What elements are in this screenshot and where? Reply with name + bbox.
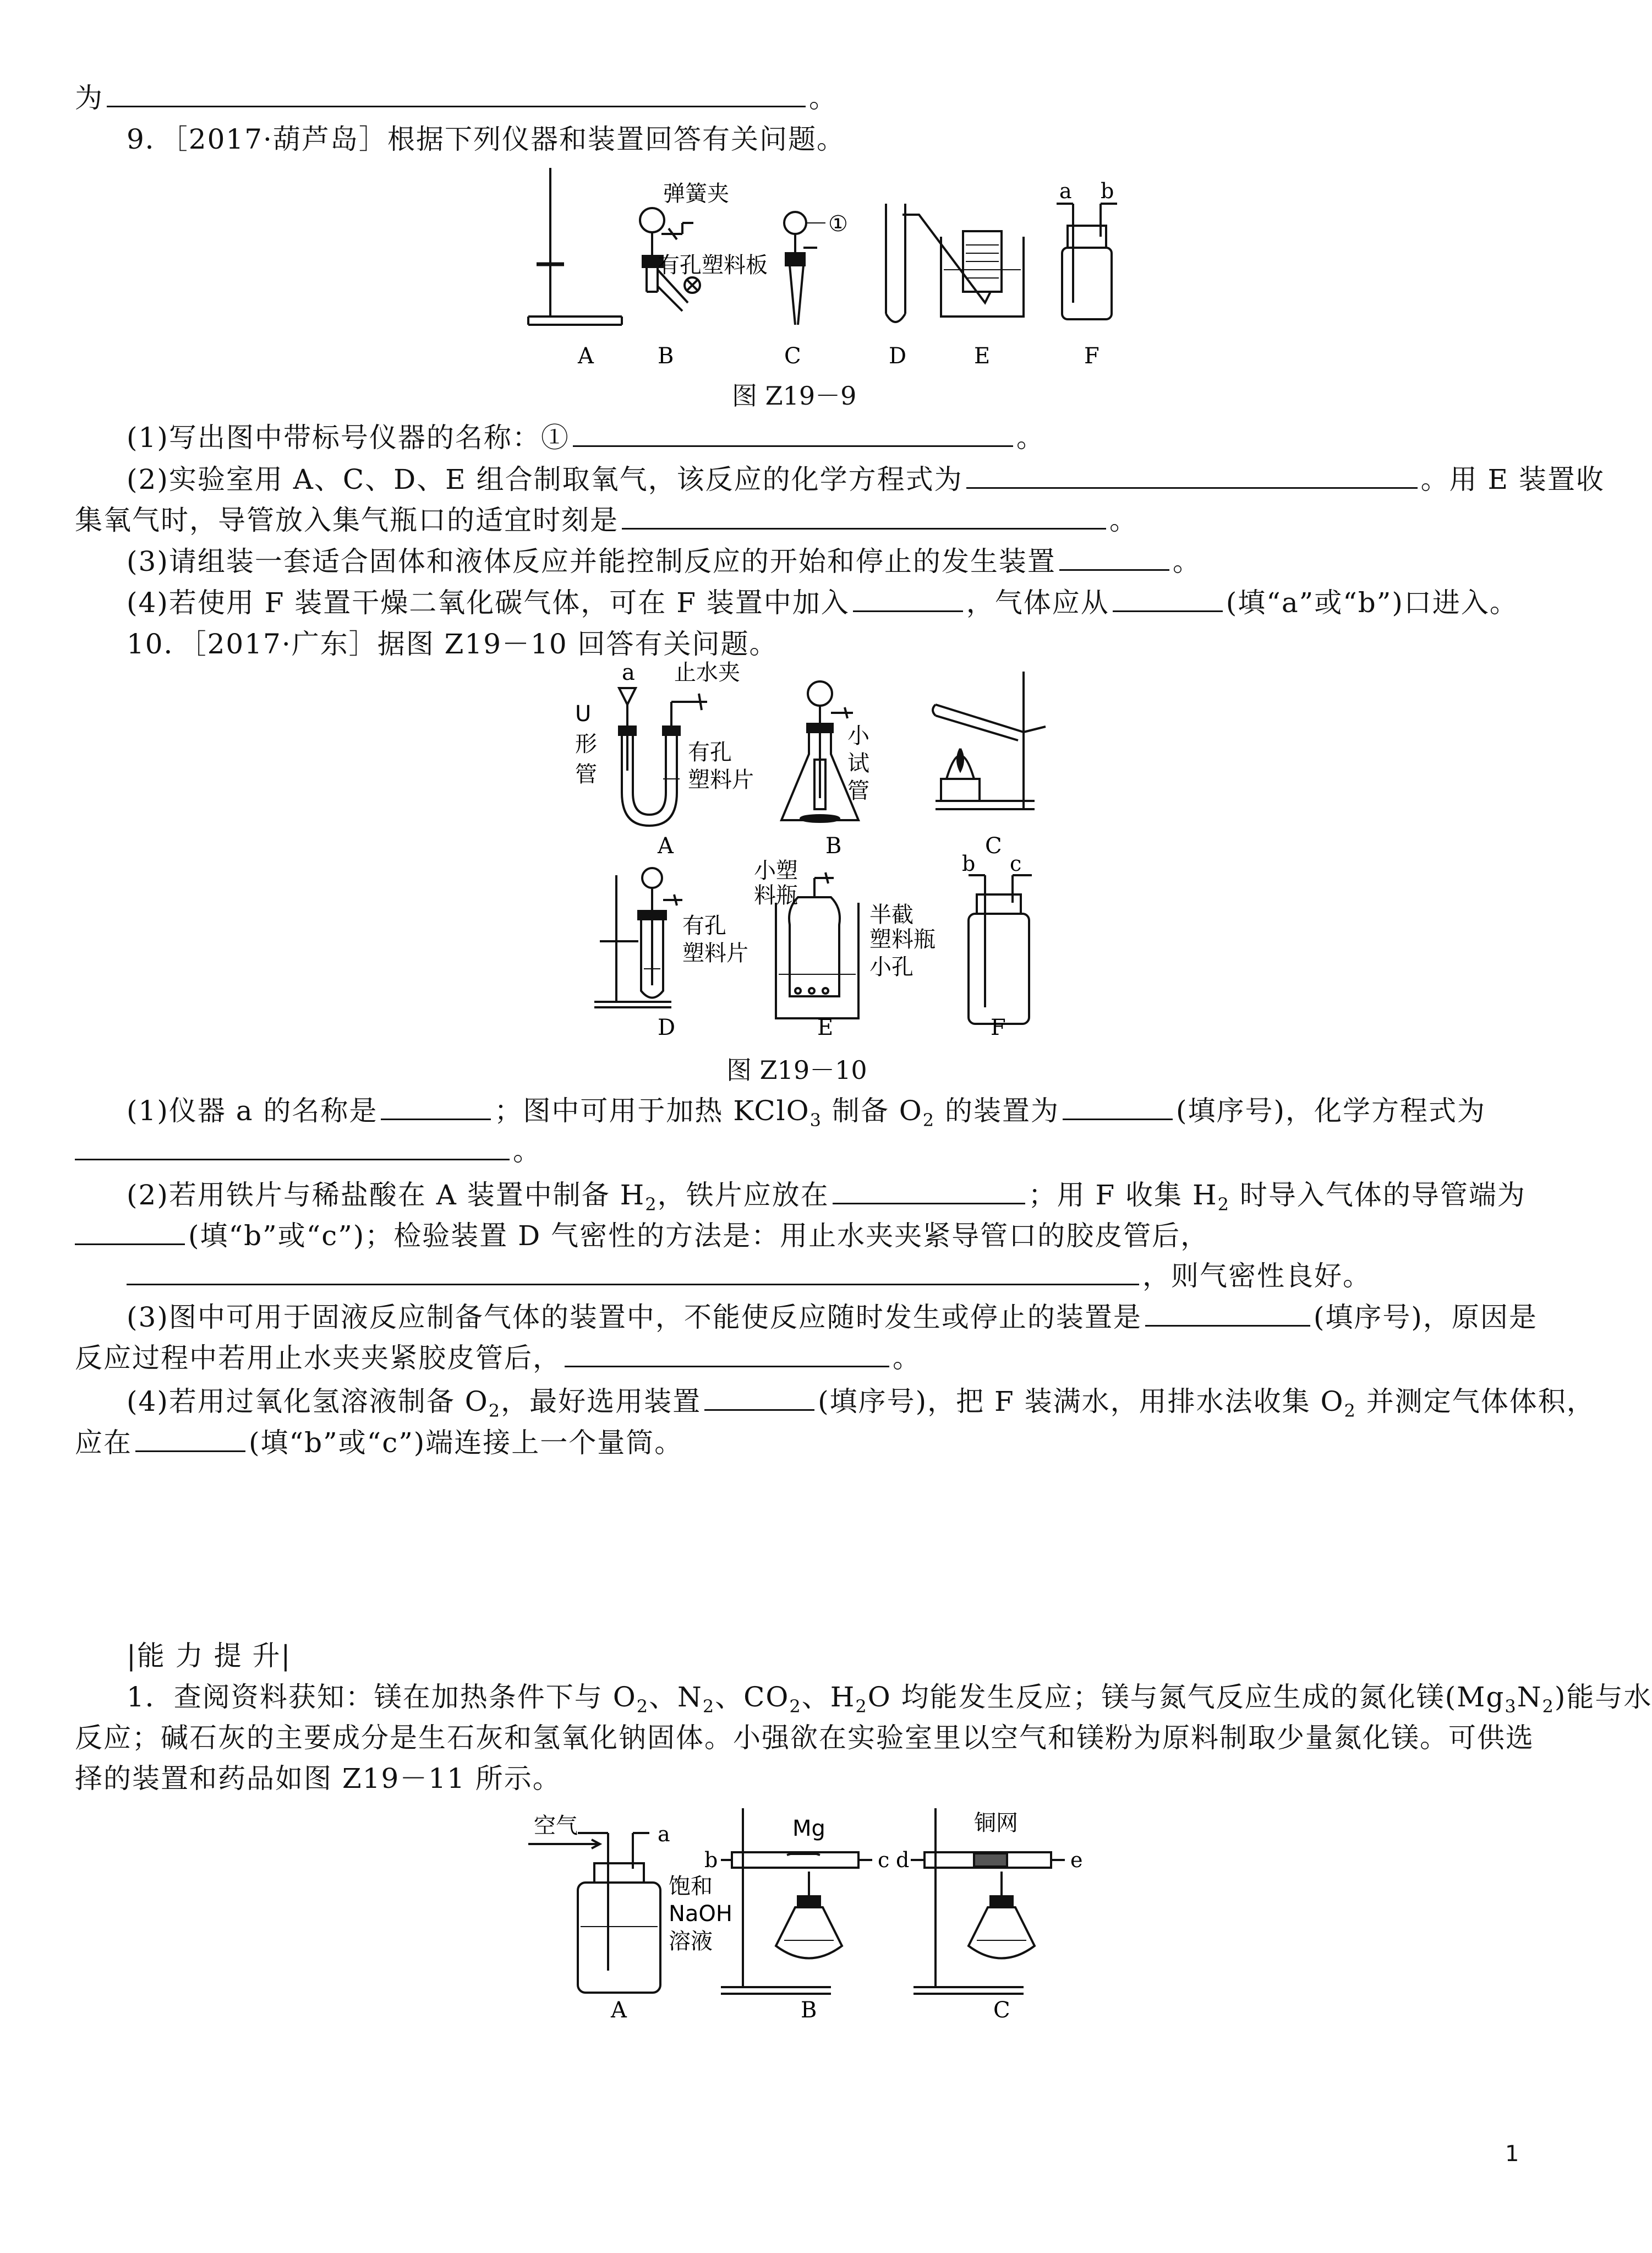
q10-s4a-t2: ，最好选用装置: [501, 1385, 702, 1417]
figure-z19-10-top: [550, 661, 1057, 859]
label-B: B: [825, 833, 842, 859]
q10-s2c-end: ，则气密性良好。: [1142, 1260, 1371, 1292]
label-c: c: [1010, 852, 1022, 876]
label-small-bottle-1: 小塑: [754, 858, 798, 883]
q9-s1: [127, 419, 1045, 456]
label-port-b: b: [1101, 179, 1114, 203]
apparatus-diagram-10-bottom: [572, 852, 1057, 1040]
q9-s3-text: (3)请组装一套适合固体和液体反应并能控制反应的开始和停止的发生装置: [127, 545, 1056, 577]
answer-blank[interactable]: [565, 1340, 889, 1367]
q10-s4a-t3: (填序号)，把 F 装满水，用排水法收集 O: [818, 1385, 1344, 1417]
q10-s1a-t3: 制备 O: [822, 1095, 923, 1127]
sub: 2: [789, 1696, 802, 1717]
q9-s2b: [75, 502, 1138, 538]
label-porous-plate-1: 有孔: [688, 740, 732, 765]
label-small-bottle-2: 料瓶: [754, 883, 798, 908]
q10-s1a: [127, 1093, 1486, 1138]
q10-s1b: [75, 1133, 541, 1169]
q10-s2b-t1: (填“b”或“c”)；检验装置 D 气密性的方法是：用止水夹夹紧导管口的胶皮管后，: [188, 1220, 1210, 1252]
sub: 2: [702, 1696, 715, 1717]
label-port-a: a: [1059, 179, 1072, 203]
label-C: C: [993, 1998, 1010, 2023]
answer-blank[interactable]: [1113, 585, 1223, 612]
q10-s3b-t1: 反应过程中若用止水夹夹紧胶皮管后，: [75, 1342, 561, 1374]
caption-z19-10: 图 Z19－10: [726, 1055, 867, 1085]
apparatus-diagram-10-top: [550, 661, 1057, 859]
q9-s2b-text: 集氧气时，导管放入集气瓶口的适宜时刻是: [75, 504, 619, 536]
ability-q1c: 择的装置和药品如图 Z19－11 所示。: [75, 1763, 561, 1794]
q10-s2a-t2: ，铁片应放在: [657, 1179, 829, 1211]
q10-s2a-t3: ；用 F 收集 H: [1028, 1179, 1218, 1211]
label-xing: 形: [575, 732, 597, 757]
answer-blank[interactable]: [1063, 1093, 1173, 1120]
q10-s4a: [127, 1383, 1595, 1429]
label-naoh-1: 饱和: [669, 1874, 713, 1899]
label-porous-plate-d1: 有孔: [682, 913, 726, 939]
q9-s1-text: (1)写出图中带标号仪器的名称：①: [127, 422, 570, 454]
label-B: B: [801, 1998, 817, 2023]
t: 、H: [801, 1681, 856, 1713]
label-C: C: [784, 343, 801, 369]
q10-s2b: [75, 1218, 1209, 1254]
label-E: E: [817, 1015, 834, 1040]
ability-q1a: [127, 1679, 1652, 1725]
answer-blank[interactable]: [107, 80, 806, 107]
figure-z19-10-bottom: [572, 852, 1057, 1040]
sub: 2: [1344, 1400, 1356, 1421]
label-half-bottle-2: 塑料瓶: [869, 927, 936, 952]
label-copper-mesh: 铜网: [974, 1810, 1018, 1836]
label-porous-plate-d2: 塑料片: [682, 941, 748, 966]
sub: 3: [809, 1110, 822, 1131]
answer-blank[interactable]: [127, 1258, 1139, 1285]
answer-blank[interactable]: [966, 462, 1418, 489]
q9-s4-text: (4)若使用 F 装置干燥二氧化碳气体，可在 F 装置中加入: [127, 587, 850, 619]
answer-blank[interactable]: [1145, 1300, 1310, 1327]
label-a: a: [622, 660, 635, 685]
label-mg: Mg: [792, 1816, 825, 1841]
label-small-2: 试: [847, 751, 869, 776]
apparatus-diagram-11: [523, 1800, 1150, 2023]
label-naoh-2: NaOH: [669, 1901, 732, 1927]
sub: 2: [922, 1110, 936, 1131]
t: N: [1517, 1681, 1542, 1713]
label-D: D: [658, 1015, 676, 1040]
answer-blank[interactable]: [622, 503, 1106, 530]
label-port-d: d: [896, 1848, 910, 1872]
t: 、N: [649, 1681, 703, 1713]
label-spring-clip: 弹簧夹: [663, 181, 729, 206]
q10-s4a-t4: 并测定气体体积，: [1356, 1385, 1595, 1417]
q10-s3b: [75, 1340, 921, 1376]
answer-blank[interactable]: [573, 420, 1013, 447]
q10-s3a-t2: (填序号)，原因是: [1313, 1301, 1538, 1333]
q10-s3a-t1: (3)图中可用于固液反应制备气体的装置中，不能使反应随时发生或停止的装置是: [127, 1301, 1142, 1333]
label-port-c: c: [878, 1848, 890, 1872]
q10-s2a-t1: (2)若用铁片与稀盐酸在 A 装置中制备 H: [127, 1179, 646, 1211]
answer-blank[interactable]: [135, 1425, 245, 1452]
q10-s1a-t2: ；图中可用于加热 KClO: [494, 1095, 810, 1127]
answer-blank[interactable]: [381, 1093, 491, 1120]
q10-s2c: [127, 1258, 1371, 1294]
label-port-b: b: [704, 1848, 718, 1872]
q9-s2a: [127, 461, 1605, 498]
sub: 2: [488, 1400, 501, 1421]
label-stop-clip: 止水夹: [674, 660, 740, 685]
label-F: F: [1084, 343, 1099, 369]
figure-z19-11: [523, 1800, 1150, 2023]
prev-question-tail: [75, 80, 838, 116]
ability-q1b: 反应；碱石灰的主要成分是生石灰和氢氧化钠固体。小强欲在实验室里以空气和镁粉为原料制取少量氮化镁。可供选: [75, 1722, 1534, 1754]
figure-z19-9: [517, 160, 1139, 380]
label-air: 空气: [534, 1813, 578, 1839]
label-guan: 管: [575, 762, 597, 787]
q9-s4-mid: ，气体应从: [966, 587, 1109, 619]
q10-s3a: [127, 1299, 1538, 1335]
q10-s3b-end: 。: [893, 1342, 921, 1374]
label-porous-board: 有孔塑料板: [658, 253, 768, 278]
apparatus-diagram-9: [517, 160, 1139, 380]
q10-s1a-t4: 的装置为: [935, 1095, 1059, 1127]
answer-blank[interactable]: [704, 1384, 814, 1411]
t: 、CO: [715, 1681, 790, 1713]
q9-s4: [127, 585, 1518, 621]
label-port-e: e: [1070, 1848, 1083, 1872]
sub: 2: [645, 1194, 658, 1215]
q10-s1a-t1: (1)仪器 a 的名称是: [127, 1095, 378, 1127]
sub: 2: [636, 1696, 649, 1717]
sub: 2: [1542, 1696, 1555, 1717]
label-b: b: [962, 852, 976, 876]
text-suffix: 。: [809, 82, 838, 114]
label-small-hole: 小孔: [869, 954, 913, 980]
label-A: A: [611, 1998, 627, 2023]
q10-title: 10．［2017·广东］据图 Z19－10 回答有关问题。: [127, 628, 778, 660]
label-small-1: 小: [847, 723, 869, 749]
label-A: A: [578, 343, 594, 369]
q9-s4-end: (填“a”或“b”)口进入。: [1226, 587, 1518, 619]
label-E: E: [974, 343, 991, 369]
label-C: C: [985, 833, 1002, 859]
t: 1．查阅资料获知：镁在加热条件下与 O: [127, 1681, 637, 1713]
q10-s1a-t5: (填序号)，化学方程式为: [1175, 1095, 1486, 1127]
q10-s4a-t1: (4)若用过氧化氢溶液制备 O: [127, 1385, 489, 1417]
q10-s4b: [75, 1425, 683, 1461]
section-heading-ability: |能 力 提 升|: [127, 1640, 292, 1672]
q10-s2a: [127, 1177, 1526, 1223]
label-B: B: [658, 343, 674, 369]
q9-s1-end: 。: [1016, 422, 1045, 454]
label-small-3: 管: [847, 778, 869, 804]
label-u: U: [575, 701, 592, 727]
answer-blank[interactable]: [833, 1177, 1025, 1204]
q9-title: 9．［2017·葫芦岛］根据下列仪器和装置回答有关问题。: [127, 123, 845, 155]
t: O 均能发生反应；镁与氮气反应生成的氮化镁(Mg: [867, 1681, 1505, 1713]
label-port-a: a: [658, 1822, 670, 1846]
label-naoh-3: 溶液: [669, 1929, 713, 1954]
label-A: A: [658, 833, 674, 859]
caption-z19-9: 图 Z19－9: [732, 381, 857, 411]
label-D: D: [889, 343, 907, 369]
q9-s3: [127, 543, 1201, 580]
answer-blank[interactable]: [1059, 544, 1169, 571]
q9-s2a-end: 。用 E 装置收: [1420, 463, 1605, 495]
page-number: 1: [1505, 2141, 1520, 2167]
q10-s4b-t2: (填“b”或“c”)端连接上一个量筒。: [249, 1427, 683, 1459]
answer-blank[interactable]: [75, 1133, 510, 1160]
answer-blank[interactable]: [853, 585, 963, 612]
q10-s4b-t1: 应在: [75, 1427, 132, 1459]
text-prefix: 为: [75, 82, 103, 114]
q9-s2b-end: 。: [1109, 504, 1138, 536]
sub: 3: [1505, 1696, 1517, 1717]
q10-s1b-end: 。: [513, 1135, 541, 1167]
sub: 2: [855, 1696, 868, 1717]
label-porous-plate-2: 塑料片: [688, 767, 754, 793]
q9-s3-end: 。: [1172, 545, 1201, 577]
t: )能与水: [1554, 1681, 1652, 1713]
label-circle-1: ①: [828, 211, 848, 237]
sub: 2: [1217, 1194, 1230, 1215]
q9-s2a-text: (2)实验室用 A、C、D、E 组合制取氧气，该反应的化学方程式为: [127, 463, 963, 495]
answer-blank[interactable]: [75, 1218, 185, 1245]
q10-s2a-t4: 时导入气体的导管端为: [1229, 1179, 1526, 1211]
label-half-bottle-1: 半截: [869, 902, 913, 928]
label-F: F: [991, 1015, 1006, 1040]
